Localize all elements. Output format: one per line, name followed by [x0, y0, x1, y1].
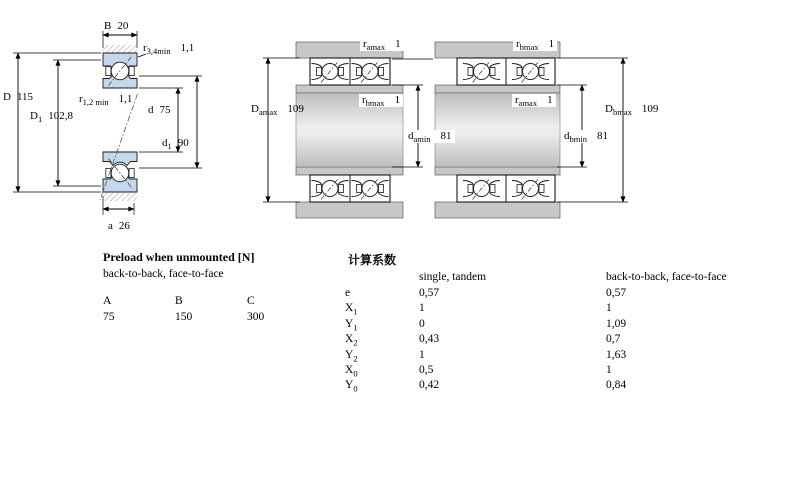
- preload-col-a: A: [103, 295, 112, 307]
- dim-label-dbmin: $d_{bmin}$ 81: [561, 130, 611, 143]
- preload-val-c: 300: [247, 311, 265, 323]
- preload-val-b: 150: [175, 311, 193, 323]
- dim-label-D1: $D_1$ 102,8: [30, 110, 73, 125]
- dim-label-Damax: $D_{amax}$ 109: [251, 103, 304, 118]
- dim-label-d1: $d_1$ 90: [162, 137, 189, 152]
- dim-label-d: d 75: [148, 104, 171, 116]
- factor-row: $Y_1$ 0 1,09: [345, 317, 627, 333]
- preload-title: Preload when unmounted [N]: [103, 250, 255, 264]
- dim-label-B: B 20: [104, 20, 129, 32]
- dim-label-r34: $r_{3,4min}$ 1,1: [143, 42, 195, 57]
- preload-col-b: B: [175, 295, 183, 307]
- factors-col1-header: single, tandem: [419, 271, 487, 283]
- preload-val-a: 75: [103, 311, 115, 323]
- dim-label-D: D 115: [3, 91, 34, 103]
- arrangement-diagram-a: [250, 30, 435, 225]
- factor-row: $X_1$ 1 1: [345, 302, 612, 317]
- preload-header-row: [103, 295, 333, 311]
- bearing-cross-section-diagram: [0, 15, 230, 240]
- arrangement-diagram-b: [430, 30, 690, 225]
- preload-value-row: [103, 311, 333, 327]
- preload-subtitle: back-to-back, face-to-face: [103, 268, 224, 280]
- bearing-top-section: [103, 53, 137, 88]
- bearing-bottom-section: [103, 152, 137, 192]
- factor-row: e 0,57 0,57: [345, 287, 627, 299]
- dim-label-r12: $r_{1,2 min}$ 1,1: [79, 93, 133, 108]
- preload-col-c: C: [247, 295, 255, 307]
- dim-label-ramax-a: $r_{amax}$ 1: [360, 38, 404, 51]
- factors-title: 计算系数: [348, 253, 397, 267]
- factor-row: $X_0$ 0,5 1: [345, 363, 612, 379]
- housing-hatch-top: [103, 45, 137, 53]
- preload-table: [103, 250, 333, 327]
- dim-label-rbmax-b: $r_{bmax}$ 1: [513, 38, 557, 51]
- dim-label-ramax-b: $r_{amax}$ 1: [512, 94, 556, 107]
- factor-row: $X_2$ 0,43 0,7: [345, 333, 621, 348]
- dim-label-rbmax-a: $r_{bmax}$ 1: [359, 94, 403, 107]
- factors-col2-header: back-to-back, face-to-face: [606, 271, 727, 283]
- dim-label-Dbmax: $D_{bmax}$ 109: [605, 103, 659, 118]
- calculation-factors-table: [345, 287, 775, 395]
- factor-row: $Y_2$ 1 1,63: [345, 348, 627, 363]
- housing-hatch-bottom: [103, 193, 137, 201]
- factor-row: $Y_0$ 0,42 0,84: [345, 379, 627, 394]
- dim-label-damin: $d_{amin}$ 81: [405, 130, 455, 143]
- dim-label-a: a 26: [108, 220, 130, 232]
